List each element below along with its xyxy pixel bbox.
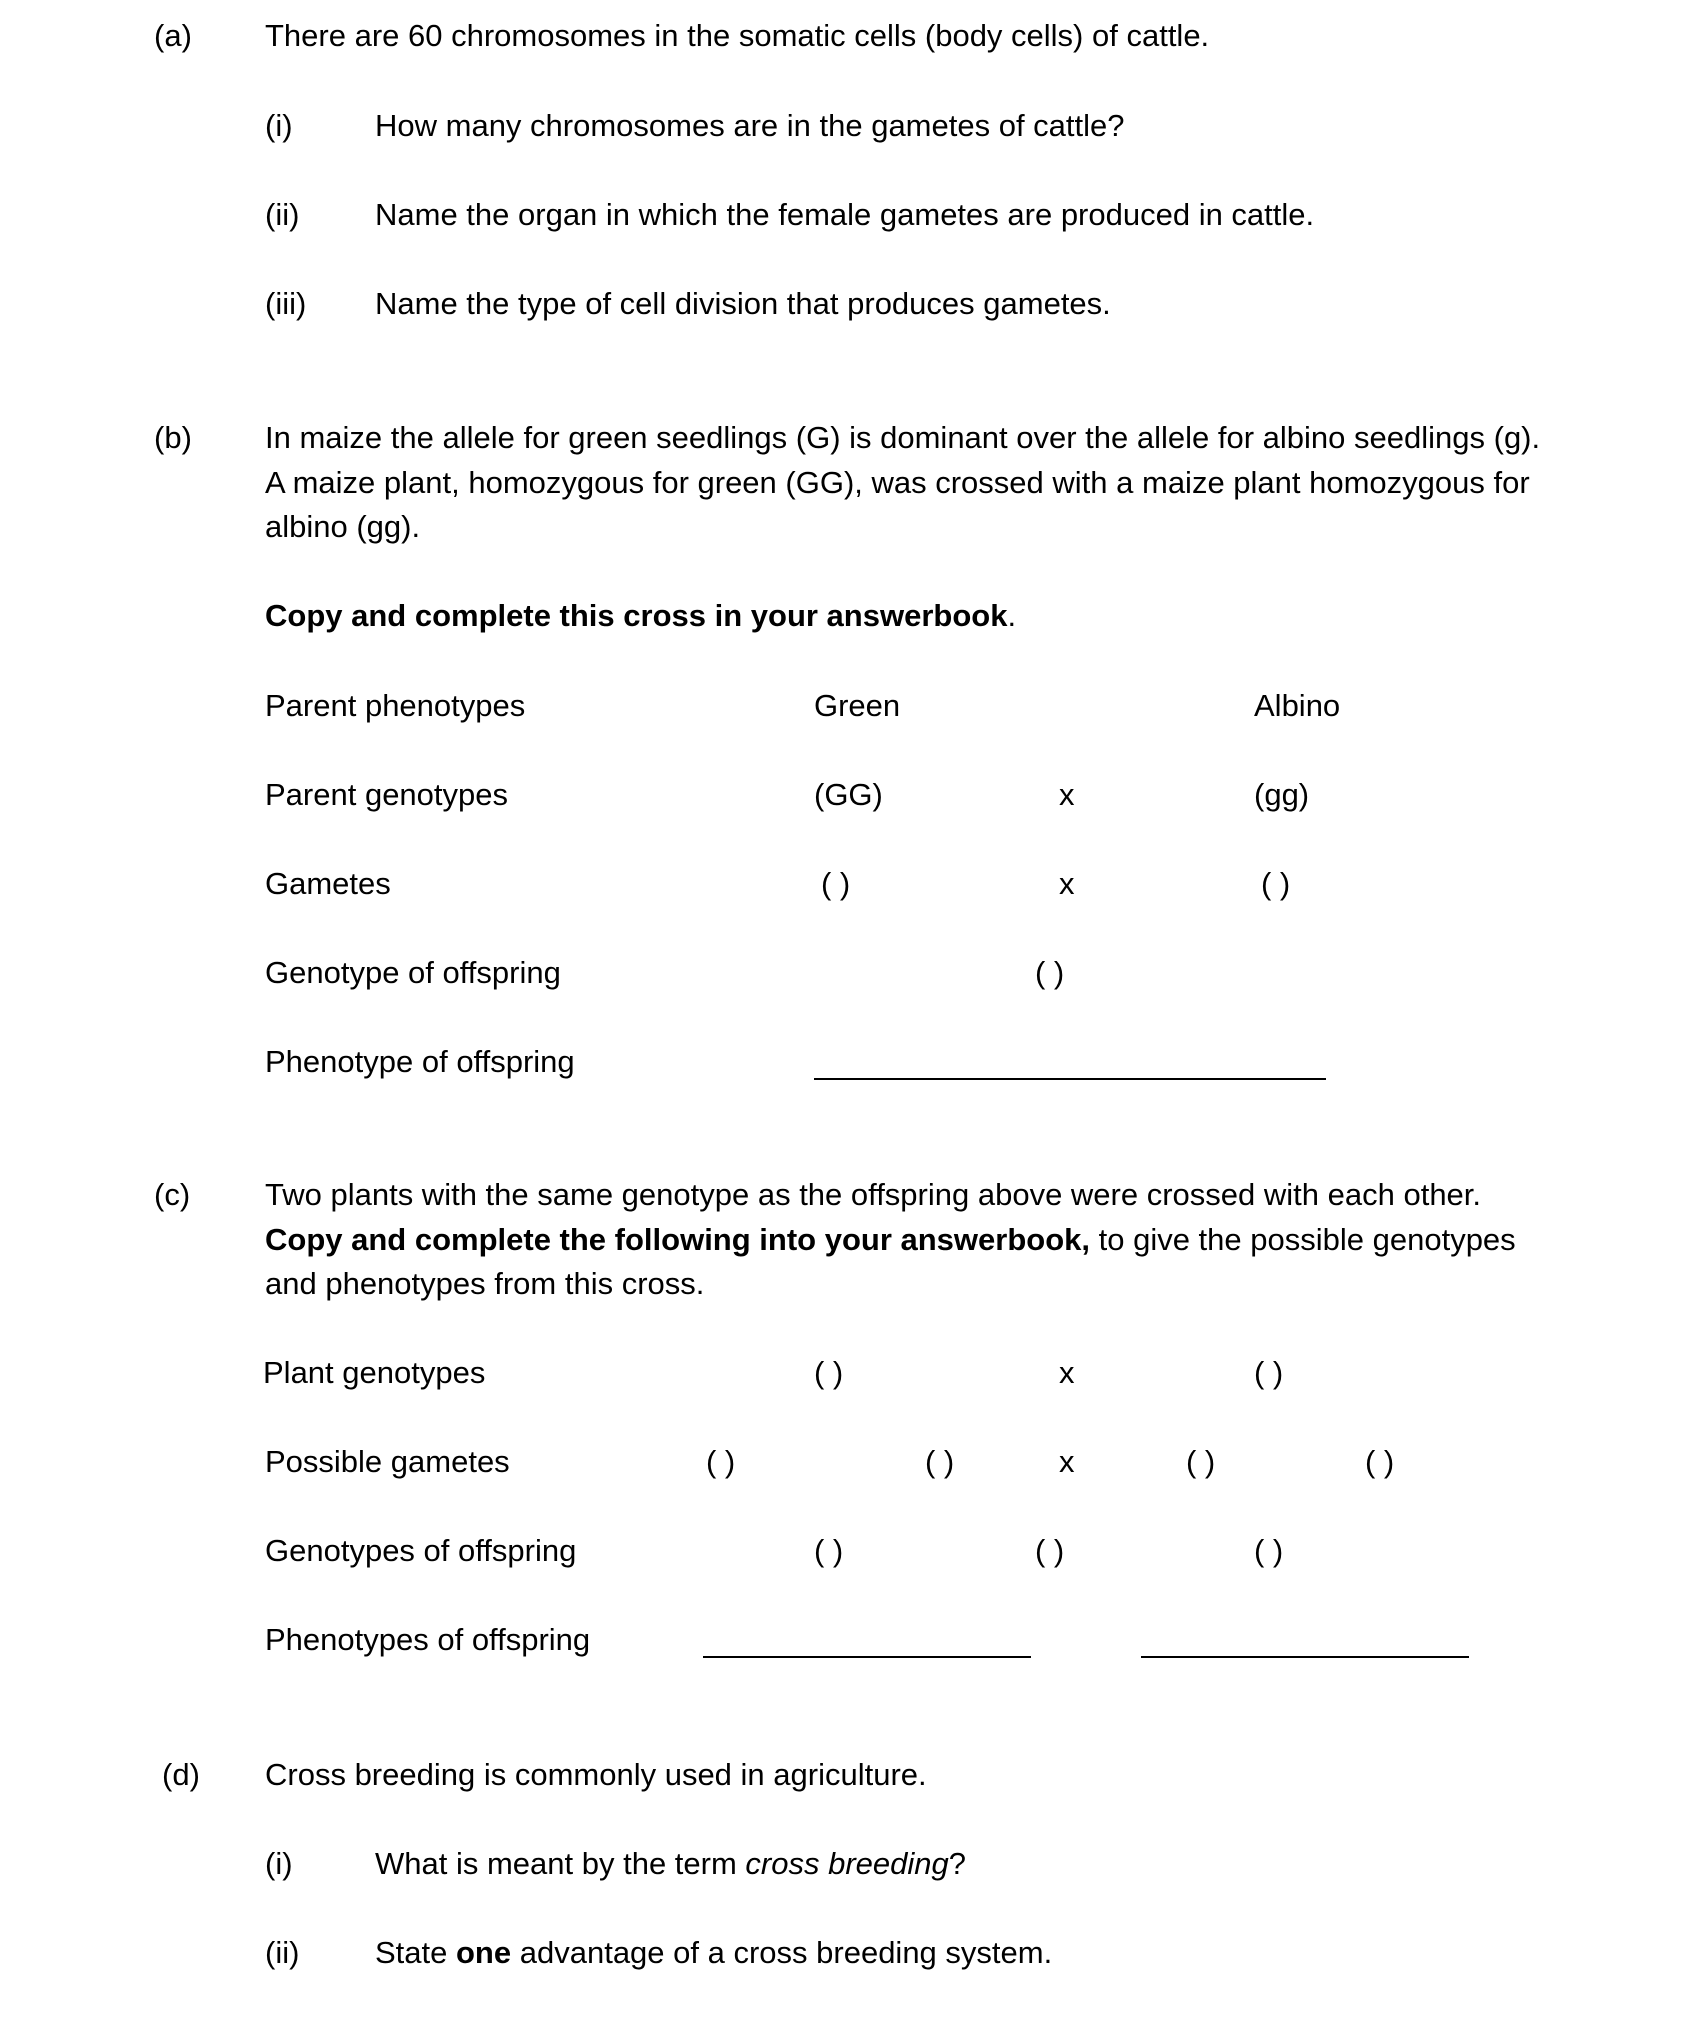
genotype-GG: (GG) <box>814 777 883 812</box>
cross-symbol: x <box>1059 866 1075 901</box>
gamete-blank: ( ) <box>925 1444 955 1479</box>
part-a-i-question: How many chromosomes are in the gametes of cattle? <box>375 108 1125 143</box>
gamete-blank: ( ) <box>1365 1444 1395 1479</box>
phenotype-green: Green <box>814 688 901 723</box>
offspring-genotype-blank: ( ) <box>1035 1533 1065 1568</box>
part-a-ii-number: (ii) <box>265 197 300 232</box>
part-c-label: (c) <box>154 1177 191 1212</box>
part-d-i-number: (i) <box>265 1846 293 1881</box>
genotype-gg: (gg) <box>1254 777 1310 812</box>
gamete-blank: ( ) <box>821 866 851 901</box>
term-cross-breeding: cross breeding <box>745 1846 949 1881</box>
offspring-genotype-blank: ( ) <box>1035 955 1065 990</box>
part-d-i-question <box>375 1842 966 1886</box>
part-b-instruction-bold: Copy and complete this cross in your answerbook <box>265 598 1008 633</box>
gamete-blank: ( ) <box>1186 1444 1216 1479</box>
cross-symbol: x <box>1059 1355 1075 1390</box>
part-c-line-1: Two plants with the same genotype as the offspring above were crossed with each other. <box>265 1177 1482 1212</box>
part-b-para-line-1: In maize the allele for green seedlings (G) is dominant over the allele for albino seedlings (g). <box>265 420 1541 455</box>
part-a-intro: There are 60 chromosomes in the somatic cells (body cells) of cattle. <box>265 18 1210 53</box>
gamete-blank: ( ) <box>1261 866 1291 901</box>
row-genotype-offspring: Genotype of offspring <box>265 955 561 990</box>
row-genotypes-offspring: Genotypes of offspring <box>265 1533 577 1568</box>
part-a-iii-question: Name the type of cell division that produces gametes. <box>375 286 1111 321</box>
row-phenotypes-offspring: Phenotypes of offspring <box>265 1622 591 1657</box>
part-d-ii-question <box>375 1931 1052 1975</box>
part-d-ii-post: advantage of a cross breeding system. <box>511 1935 1053 1970</box>
part-d-label: (d) <box>162 1757 200 1792</box>
part-a-ii-question: Name the organ in which the female gametes are produced in cattle. <box>375 197 1315 232</box>
part-d-intro: Cross breeding is commonly used in agriculture. <box>265 1757 927 1792</box>
part-c-line-2 <box>265 1218 1516 1262</box>
part-a-iii-number: (iii) <box>265 286 307 321</box>
cross-symbol: x <box>1059 777 1075 812</box>
cross-symbol: x <box>1059 1444 1075 1479</box>
offspring-genotype-blank: ( ) <box>814 1533 844 1568</box>
answer-line <box>814 1078 1326 1080</box>
row-gametes: Gametes <box>265 866 391 901</box>
part-d-ii-pre: State <box>375 1935 456 1970</box>
genotype-blank: ( ) <box>1254 1355 1284 1390</box>
row-parent-genotypes: Parent genotypes <box>265 777 509 812</box>
gamete-blank: ( ) <box>706 1444 736 1479</box>
part-a-label: (a) <box>154 18 192 53</box>
offspring-genotype-blank: ( ) <box>1254 1533 1284 1568</box>
row-parent-phenotypes: Parent phenotypes <box>265 688 526 723</box>
part-d-i-pre: What is meant by the term <box>375 1846 746 1881</box>
answer-line <box>1141 1656 1469 1658</box>
row-possible-gametes: Possible gametes <box>265 1444 510 1479</box>
row-plant-genotypes: Plant genotypes <box>263 1355 486 1390</box>
part-b-para-line-3: albino (gg). <box>265 509 421 544</box>
phenotype-albino: Albino <box>1254 688 1341 723</box>
genotype-blank: ( ) <box>814 1355 844 1390</box>
emphasis-one: one <box>456 1935 512 1970</box>
part-b-instruction <box>265 594 1016 638</box>
part-b-para-line-2: A maize plant, homozygous for green (GG), was crossed with a maize plant homozygous for <box>265 465 1530 500</box>
part-b-label: (b) <box>154 420 192 455</box>
part-a-i-number: (i) <box>265 108 293 143</box>
part-c-instruction-rest: to give the possible genotypes <box>1090 1222 1516 1257</box>
row-phenotype-offspring: Phenotype of offspring <box>265 1044 575 1079</box>
part-d-ii-number: (ii) <box>265 1935 300 1970</box>
part-c-instruction-bold: Copy and complete the following into your answerbook, <box>265 1222 1090 1257</box>
answer-line <box>703 1656 1031 1658</box>
part-d-i-post: ? <box>948 1846 967 1881</box>
part-b-instruction-end: . <box>1007 598 1017 633</box>
part-c-line-3: and phenotypes from this cross. <box>265 1266 705 1301</box>
